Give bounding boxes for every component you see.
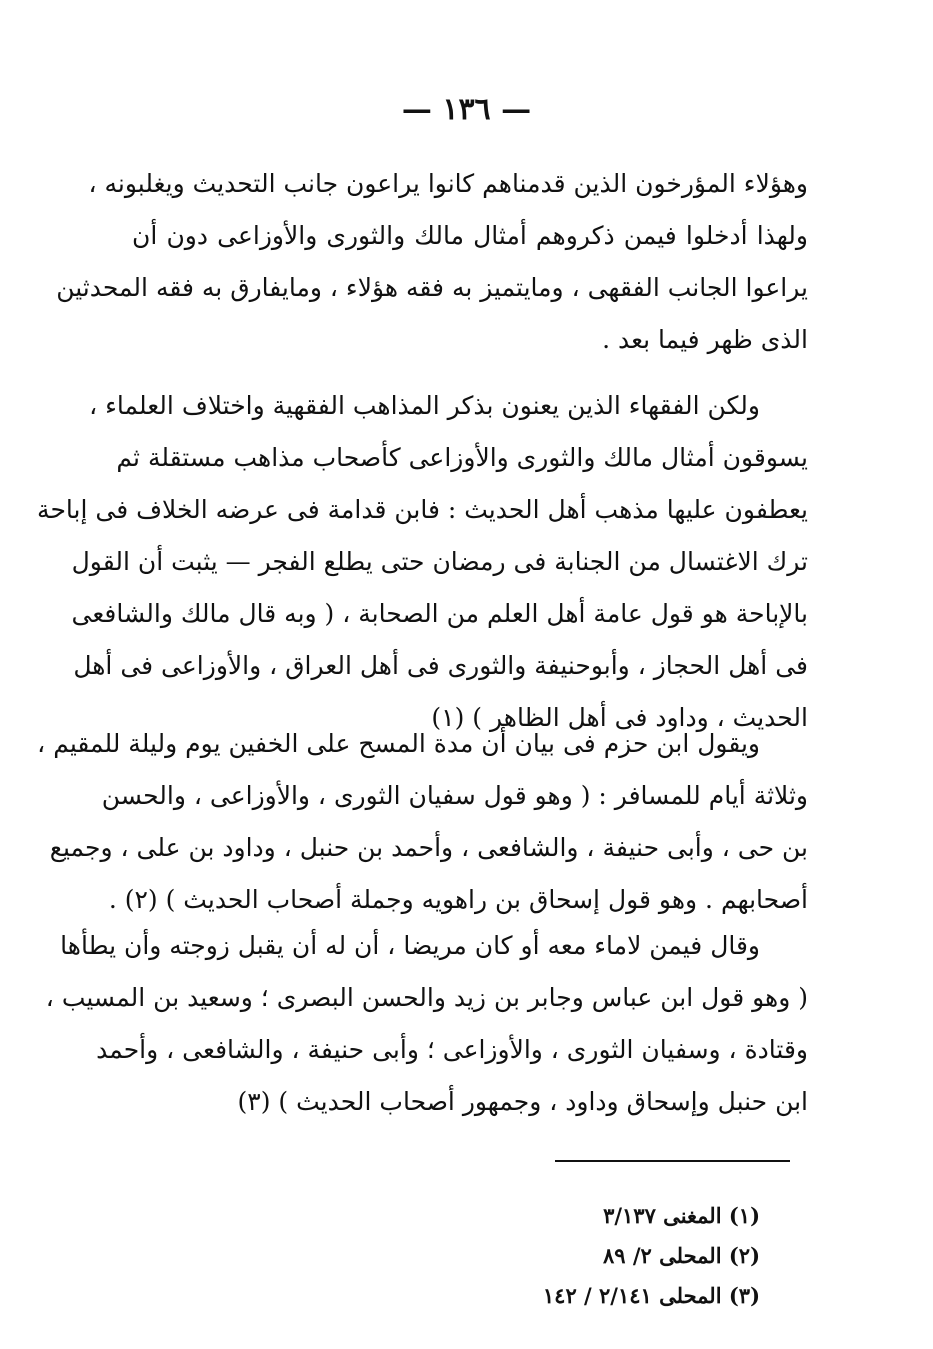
paragraph-line: وقال فيمن لاماء معه أو كان مريضا ، أن له أن يقبل زوجته وأن يطأها <box>60 931 760 960</box>
paragraph-line: ويقول ابن حزم فى بيان أن مدة المسح على الخفين يوم وليلة للمقيم ، <box>37 729 760 758</box>
footnote-2: (٢) المحلى ٢/ ٨٩ <box>603 1243 760 1268</box>
paragraph-line: يسوقون أمثال مالك والثورى والأوزاعى كأصحاب مذاهب مستقلة ثم <box>116 443 808 472</box>
paragraph-line: فى أهل الحجاز ، وأبوحنيفة والثورى فى أهل العراق ، والأوزاعى فى أهل <box>73 651 808 680</box>
paragraph-line: ولهذا أدخلوا فيمن ذكروهم أمثال مالك والثورى والأوزاعى دون أن <box>132 221 808 250</box>
paragraph-line: الحديث ، وداود فى أهل الظاهر ) (١) <box>431 703 808 732</box>
paragraph-line: يراعوا الجانب الفقهى ، ومايتميز به فقه هؤلاء ، ومايفارق به فقه المحدثين <box>56 273 808 302</box>
paragraph-line: وقتادة ، وسفيان الثورى ، والأوزاعى ؛ وأبى حنيفة ، والشافعى ، وأحمد <box>96 1035 808 1064</box>
footnote-3: (٣) المحلى ٢/١٤١ / ١٤٢ <box>542 1283 760 1308</box>
footnote-1: (١) المغنى ٣/١٣٧ <box>603 1203 760 1228</box>
footnotes <box>450 1196 760 1316</box>
page-number: — ١٣٦ — <box>401 92 532 127</box>
paragraph-4 <box>45 920 808 1128</box>
paragraph-line: يعطفون عليها مذهب أهل الحديث : فابن قدامة فى عرضه الخلاف فى إباحة <box>37 495 808 524</box>
paragraph-line: ابن حنبل وإسحاق وداود ، وجمهور أصحاب الحديث ) (٣) <box>237 1087 808 1116</box>
paragraph-line: وهؤلاء المؤرخون الذين قدمناهم كانوا يراعون جانب التحديث ويغلبونه ، <box>88 169 808 198</box>
paragraph-3 <box>37 718 808 926</box>
paragraph-line: ( وهو قول ابن عباس وجابر بن زيد والحسن البصرى ؛ وسعيد بن المسيب ، <box>45 983 808 1012</box>
paragraph-1 <box>56 158 808 366</box>
paragraph-line: ولكن الفقهاء الذين يعنون بذكر المذاهب الفقهية واختلاف العلماء ، <box>89 391 760 420</box>
paragraph-line: الذى ظهر فيما بعد . <box>602 325 808 354</box>
paragraph-line: أصحابهم . وهو قول إسحاق بن راهويه وجملة أصحاب الحديث ) (٢) . <box>108 885 808 914</box>
footnote-separator <box>555 1160 790 1162</box>
paragraph-line: بن حى ، وأبى حنيفة ، والشافعى ، وأحمد بن حنبل ، وداود بن على ، وجميع <box>49 833 808 862</box>
paragraph-line: بالإباحة هو قول عامة أهل العلم من الصحابة ، ( وبه قال مالك والشافعى <box>71 599 808 628</box>
paragraph-line: وثلاثة أيام للمسافر : ( وهو قول سفيان الثورى ، والأوزاعى ، والحسن <box>101 781 808 810</box>
paragraph-line: ترك الاغتسال من الجنابة فى رمضان حتى يطلع الفجر — يثبت أن القول <box>71 547 808 576</box>
